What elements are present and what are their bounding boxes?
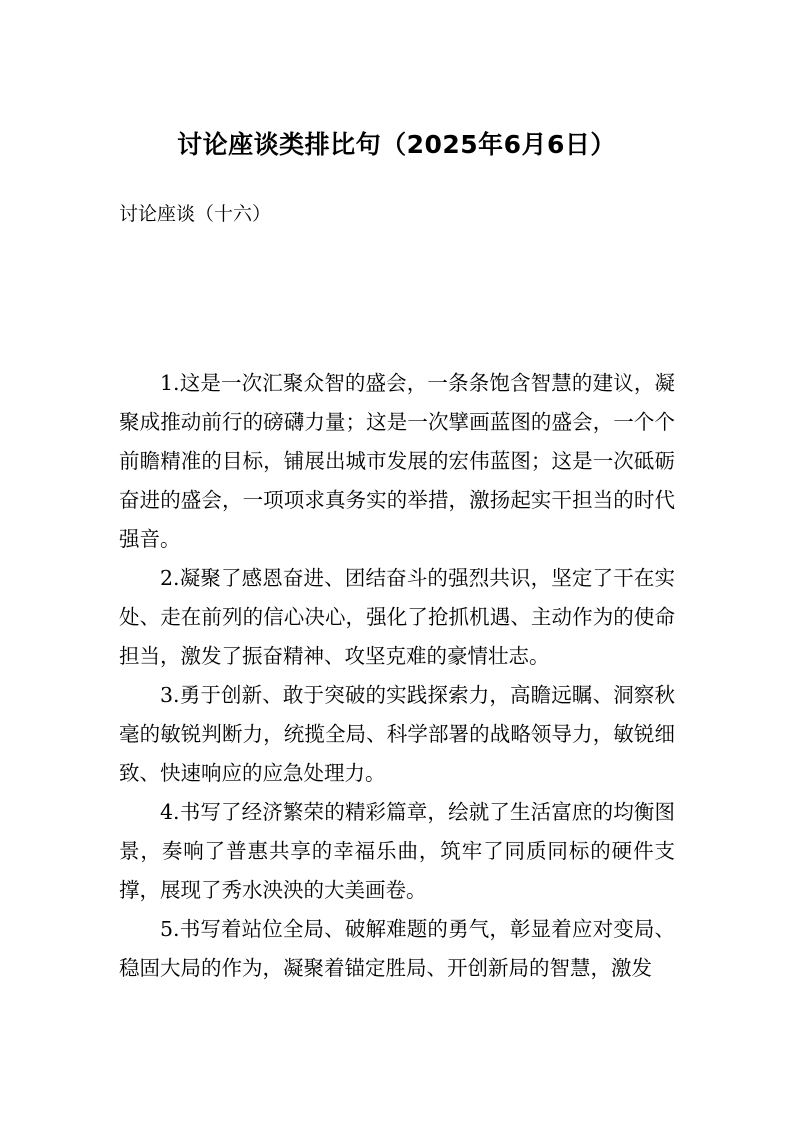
paragraph-4: 4.书写了经济繁荣的精彩篇章，绘就了生活富庶的均衡图景，奏响了普惠共享的幸福乐曲，筑牢了同质同标的硬件支撑，展现了秀水泱泱的大美画卷。	[119, 800, 675, 902]
paragraph-1: 1.这是一次汇聚众智的盛会，一条条饱含智慧的建议，凝聚成推动前行的磅礴力量；这是一次擘画蓝图的盛会，一个个前瞻精准的目标，铺展出城市发展的宏伟蓝图；这是一次砥砺奋进的盛会，一项项求真务实的举措，激扬起实干担当的时代强音。	[119, 371, 675, 551]
paragraph-5: 5.书写着站位全局、破解难题的勇气，彰显着应对变局、稳固大局的作为，凝聚着锚定胜局、开创新局的智慧，激发	[119, 917, 675, 980]
document-subtitle: 讨论座谈（十六）	[119, 203, 272, 225]
paragraph-3: 3.勇于创新、敢于突破的实践探索力，高瞻远瞩、洞察秋毫的敏锐判断力，统揽全局、科学部署的战略领导力，敏锐细致、快速响应的应急处理力。	[119, 683, 675, 785]
document-body	[119, 364, 675, 988]
document-title: 讨论座谈类排比句（2025年6月6日）	[177, 130, 616, 159]
paragraph-2: 2.凝聚了感恩奋进、团结奋斗的强烈共识，坚定了干在实处、走在前列的信心决心，强化了抢抓机遇、主动作为的使命担当，激发了振奋精神、攻坚克难的豪情壮志。	[119, 566, 675, 668]
